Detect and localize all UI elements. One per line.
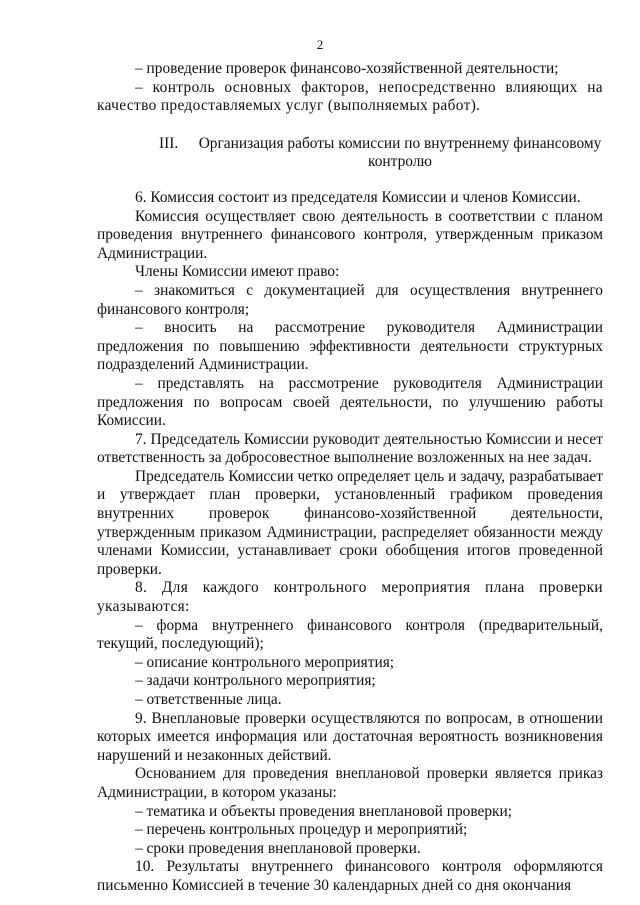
paragraph: Комиссия осуществляет свою деятельность в соответствии с планом проведения внутреннего финансового контроля, утвержденным приказом Администрации.	[97, 207, 603, 262]
paragraph: – контроль основных факторов, непосредственно влияющих на качество предоставляемых услуг (выполняемых работ).	[97, 78, 603, 115]
section-heading	[97, 135, 603, 172]
paragraph: 8. Для каждого контрольного мероприятия плана проверки указываются:	[97, 579, 603, 616]
paragraph: – знакомиться с документацией для осуществления внутреннего финансового контроля;	[97, 281, 603, 318]
paragraph: – описание контрольного мероприятия;	[135, 653, 395, 671]
section-title: Организация работы комиссии по внутреннему финансовому контролю	[198, 134, 602, 171]
paragraph: – представлять на рассмотрение руководителя Администрации предложения по вопросам своей деятельности, по улучшению работы Комиссии.	[97, 374, 603, 430]
paragraph: – вносить на рассмотрение руководителя Администрации предложения по повышению эффективности деятельности структурных подразделений Администрации.	[97, 319, 603, 374]
paragraph: 9. Внеплановые проверки осуществляются по вопросам, в отношении которых имеется информация или достаточная вероятность возникновения нарушений и незаконных действий.	[97, 709, 603, 764]
paragraph: Члены Комиссии имеют право:	[135, 263, 340, 281]
paragraph: – ответственные лица.	[135, 691, 282, 708]
paragraph: – форма внутреннего финансового контроля (предварительный, текущий, последующий);	[97, 616, 603, 653]
paragraph: Председатель Комиссии четко определяет цель и задачу, разрабатывает и утверждает план проверки, установленный графиком проведения внутренних проверок финансово-хозяйственной деятельности, утвержденным приказом Администрации, распределяет обязанности между членами Комиссии, устанавливает сроки обобщения итогов проведенной проверки.	[97, 467, 603, 578]
paragraph: 10. Результаты внутреннего финансового контроля оформляются письменно Комиссией в течение 30 календарных дней со дня окончания	[97, 858, 603, 894]
paragraph: – сроки проведения внеплановой проверки.	[135, 839, 421, 857]
paragraph: – задачи контрольного мероприятия;	[135, 672, 376, 690]
paragraph: 7. Председатель Комиссии руководит деятельностью Комиссии и несет ответственность за добросовестное выполнение возложенных на нее задач.	[97, 430, 603, 467]
section-number: III.	[159, 134, 179, 152]
paragraph: Основанием для проведения внеплановой проверки является приказ Администрации, в котором указаны:	[97, 765, 603, 801]
paragraph: – перечень контрольных процедур и мероприятий;	[135, 821, 468, 839]
paragraph: 6. Комиссия состоит из председателя Комиссии и членов Комиссии.	[135, 188, 581, 206]
paragraph: – проведение проверок финансово-хозяйственной деятельности;	[135, 60, 559, 77]
paragraph: – тематика и объекты проведения внеплановой проверки;	[135, 802, 513, 820]
document-body	[97, 60, 603, 896]
page-number: 2	[316, 37, 324, 52]
